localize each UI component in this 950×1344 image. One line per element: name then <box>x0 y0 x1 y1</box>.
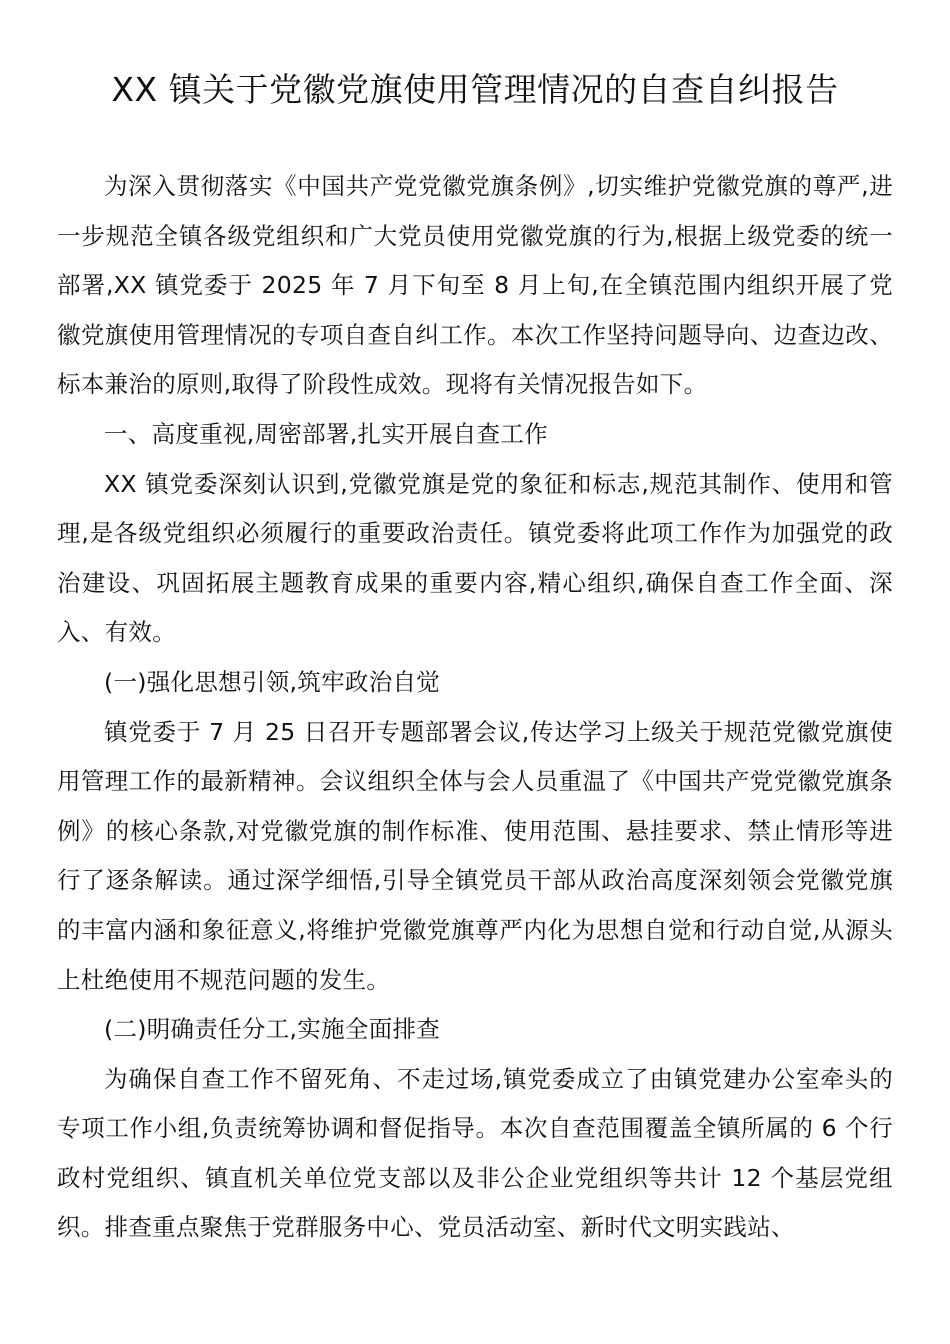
document-title: XX 镇关于党徽党旗使用管理情况的自查自纠报告 <box>111 70 839 109</box>
section-1-paragraph: XX 镇党委深刻认识到,党徽党旗是党的象征和标志,规范其制作、使用和管理,是各级党组织必须履行的重要政治责任。镇党委将此项工作作为加强党的政治建设、巩固拓展主题教育成果的重要内容,精心组织,确保自查工作全面、深入、有效。 <box>57 469 893 647</box>
intro-paragraph: 为深入贯彻落实《中国共产党党徽党旗条例》,切实维护党徽党旗的尊严,进一步规范全镇各级党组织和广大党员使用党徽党旗的行为,根据上级党委的统一部署,XX 镇党委于 2025 年 7 月下旬至 8 月上旬,在全镇范围内组织开展了党徽党旗使用管理情况的专项自查自纠工作。本次工作坚持问题导向、边查边改、标本兼治的原则,取得了阶段性成效。现将有关情况报告如下。 <box>57 172 893 399</box>
section-heading-1: 一、高度重视,周密部署,扎实开展自查工作 <box>104 419 548 448</box>
subsection-heading-2: (二)明确责任分工,实施全面排查 <box>104 1015 441 1044</box>
subsection-heading-1: (一)强化思想引领,筑牢政治自觉 <box>104 667 441 696</box>
subsection-2-paragraph: 为确保自查工作不留死角、不走过场,镇党委成立了由镇党建办公室牵头的专项工作小组,负责统筹协调和督促指导。本次自查范围覆盖全镇所属的 6 个行政村党组织、镇直机关单位党支部以及非公企业党组织等共计 12 个基层党组织。排查重点聚焦于党群服务中心、党员活动室、新时代文明实践站、 <box>57 1064 893 1242</box>
document-body <box>57 162 893 1253</box>
subsection-1-paragraph: 镇党委于 7 月 25 日召开专题部署会议,传达学习上级关于规范党徽党旗使用管理工作的最新精神。会议组织全体与会人员重温了《中国共产党党徽党旗条例》的核心条款,对党徽党旗的制作标准、使用范围、悬挂要求、禁止情形等进行了逐条解读。通过深学细悟,引导全镇党员干部从政治高度深刻领会党徽党旗的丰富内涵和象征意义,将维护党徽党旗尊严内化为思想自觉和行动自觉,从源头上杜绝使用不规范问题的发生。 <box>57 717 893 994</box>
